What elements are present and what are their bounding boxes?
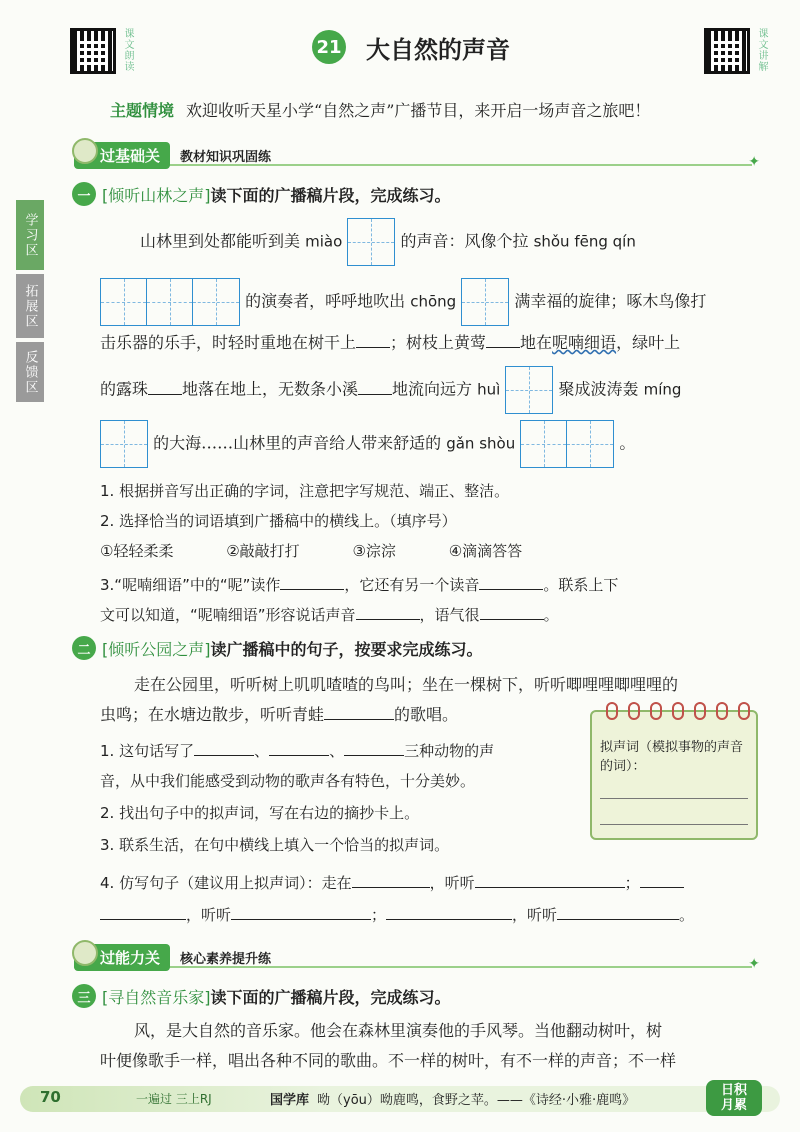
passage-line xyxy=(100,278,760,326)
lesson-number: 21 xyxy=(312,30,346,64)
q-text: 1. 这句话写了 xyxy=(100,742,195,760)
q-text: 三种动物的声 xyxy=(404,742,495,760)
passage-text: 。 xyxy=(619,433,636,453)
q2-sub1 xyxy=(100,738,494,764)
question-title: 读广播稿中的句子，按要求完成练习。 xyxy=(210,639,483,659)
question-title: 读下面的广播稿片段，完成练习。 xyxy=(210,987,451,1007)
passage-line xyxy=(140,218,800,266)
qr-left-label: 课文朗读 xyxy=(122,28,133,72)
q2-sub2: 2. 找出句子中的拟声词，写在右边的摘抄卡上。 xyxy=(100,804,420,822)
qr-code-right[interactable] xyxy=(704,28,750,74)
page-title: 大自然的声音 xyxy=(366,36,510,64)
q-text: 。 xyxy=(543,606,559,624)
blank-field[interactable] xyxy=(475,887,625,888)
pinyin: gǎn shòu xyxy=(446,434,516,453)
q2-sub4 xyxy=(100,870,684,896)
passage-text: 地流向远方 xyxy=(392,379,473,399)
ring-icon xyxy=(672,702,684,720)
passage-text: 的歌唱。 xyxy=(394,705,459,724)
ring-icon xyxy=(716,702,728,720)
blank-field[interactable] xyxy=(194,755,254,756)
q1-sub2: 2. 选择恰当的词语填到广播稿中的横线上。（填序号） xyxy=(100,512,457,530)
question-3-heading xyxy=(72,984,451,1008)
q-text: ，听听 xyxy=(429,874,475,892)
side-tab-extend[interactable]: 拓展区 xyxy=(16,274,44,338)
q1-sub1: 1. 根据拼音写出正确的字词，注意把字写规范、端正、整洁。 xyxy=(100,482,510,500)
section-tag: 过基础关 xyxy=(74,142,170,169)
question-tag: [寻自然音乐家] xyxy=(102,987,211,1007)
blank-field[interactable] xyxy=(479,589,543,590)
q-text: ； xyxy=(624,874,640,892)
passage-text: 击乐器的乐手，时轻时重地在树干上 xyxy=(100,333,357,352)
qr-right-label: 课文讲解 xyxy=(756,28,767,72)
excerpt-card[interactable] xyxy=(590,710,758,840)
q2-sub3: 3. 联系生活，在句中横线上填入一个恰当的拟声词。 xyxy=(100,836,450,854)
book-name: 一遍过 三上RJ xyxy=(136,1092,212,1106)
section-tag: 过能力关 xyxy=(74,944,170,971)
blank-field[interactable] xyxy=(358,394,392,395)
passage-line xyxy=(100,420,760,468)
passage-text: 的演奏者，呼呼地吹出 xyxy=(245,291,406,311)
passage-text: ；树枝上黄莺 xyxy=(390,333,487,352)
pinyin: míng xyxy=(643,380,682,399)
blank-field[interactable] xyxy=(269,755,329,756)
card-line[interactable] xyxy=(600,824,748,825)
passage-text: 山林里到处都能听到美 xyxy=(140,231,301,251)
card-text: 拟声词（模拟事物的声音的词）： xyxy=(600,740,744,774)
blank-field[interactable] xyxy=(231,919,371,920)
ring-icon xyxy=(650,702,662,720)
passage-text: 虫鸣；在水塘边散步，听听青蛙 xyxy=(100,705,325,724)
option-1[interactable]: ①轻轻柔柔 xyxy=(100,542,174,560)
char-box-group[interactable] xyxy=(347,218,395,266)
footer-quote xyxy=(270,1089,635,1108)
q-text: 。联系上下 xyxy=(543,576,619,594)
quote-text: 呦（yōu）呦鹿鸣，食野之苹。——《诗经·小雅·鹿鸣》 xyxy=(317,1093,636,1108)
pinyin: shǒu fēng qín xyxy=(533,232,636,251)
blank-field[interactable] xyxy=(148,394,182,395)
side-tab-study[interactable]: 学习区 xyxy=(16,200,44,270)
q-text: ，听听 xyxy=(186,906,232,924)
blank-field[interactable] xyxy=(356,619,420,620)
passage-text: 地在 xyxy=(520,333,553,352)
char-box-group[interactable] xyxy=(100,278,240,326)
theme-text: 欢迎收听天星小学“自然之声”广播节目，来开启一场声音之旅吧！ xyxy=(186,101,651,120)
q-text: ，语气很 xyxy=(419,606,480,624)
section-banner-basic xyxy=(74,142,271,168)
blank-field[interactable] xyxy=(356,347,390,348)
blank-field[interactable] xyxy=(100,919,186,920)
pinyin: chōng xyxy=(410,292,457,311)
blank-field[interactable] xyxy=(480,619,544,620)
badge-line: 日积 xyxy=(720,1083,747,1098)
passage-text: ，绿叶上 xyxy=(616,333,681,352)
char-box-group[interactable] xyxy=(520,420,614,468)
q-text: 文可以知道，“呢喃细语”形容说话声音 xyxy=(100,606,356,624)
section-subtitle: 教材知识巩固练 xyxy=(180,149,272,165)
q2-sub4-cont xyxy=(100,902,694,928)
q-text: ； xyxy=(371,906,387,924)
passage-line: 风，是大自然的音乐家。他会在森林里演奏他的手风琴。当他翻动树叶，树 xyxy=(134,1021,663,1040)
blank-field[interactable] xyxy=(344,755,404,756)
question-number: 三 xyxy=(72,984,96,1008)
badge-line: 月累 xyxy=(720,1098,747,1113)
q-text: 、 xyxy=(254,742,270,760)
blank-field[interactable] xyxy=(324,719,394,720)
ring-icon xyxy=(628,702,640,720)
option-2[interactable]: ②敲敲打打 xyxy=(226,542,300,560)
theme-line xyxy=(110,98,650,121)
passage-text: 地落在地上，无数条小溪 xyxy=(182,379,359,399)
blank-field[interactable] xyxy=(557,919,679,920)
question-tag: [倾听山林之声] xyxy=(102,185,211,205)
ring-icon xyxy=(606,702,618,720)
ring-icon xyxy=(738,702,750,720)
section-banner-ability xyxy=(74,944,271,970)
blank-field[interactable] xyxy=(352,887,430,888)
card-line[interactable] xyxy=(600,798,748,799)
footer xyxy=(0,1078,800,1118)
option-4[interactable]: ④滴滴答答 xyxy=(448,542,523,560)
quote-label: 国学库 xyxy=(270,1093,310,1108)
passage-line xyxy=(100,328,760,358)
blank-field[interactable] xyxy=(640,887,684,888)
daily-badge xyxy=(706,1080,762,1116)
question-number: 二 xyxy=(72,636,96,660)
question-number: 一 xyxy=(72,182,96,206)
passage-text: 的露珠 xyxy=(100,379,149,399)
question-2-heading xyxy=(72,636,483,660)
pinyin: huì xyxy=(477,380,501,399)
q-text: 。 xyxy=(679,906,695,924)
q1-sub3-cont xyxy=(100,602,559,628)
passage-text: 的大海……山林里的声音给人带来舒适的 xyxy=(153,433,442,453)
mascot-icon xyxy=(72,940,98,966)
blank-field[interactable] xyxy=(486,347,520,348)
char-box-group[interactable] xyxy=(100,420,148,468)
passage-text: 的声音：风像个拉 xyxy=(400,231,529,251)
underlined-phrase: 呢喃细语 xyxy=(552,333,617,352)
q-text: 3.“呢喃细语”中的“呢”读作 xyxy=(100,576,281,594)
q-text: ，它还有另一个读音 xyxy=(344,576,480,594)
q2-sub1-cont: 音，从中我们能感受到动物的歌声各有特色，十分美妙。 xyxy=(100,772,476,790)
q-text: 、 xyxy=(329,742,345,760)
char-box-group[interactable] xyxy=(505,366,553,414)
star-icon: ✦ xyxy=(748,956,760,972)
passage-line: 走在公园里，听听树上叽叽喳喳的鸟叫；坐在一棵树下，听听唧哩哩唧哩哩的 xyxy=(134,675,679,694)
q1-options xyxy=(100,538,522,564)
star-icon: ✦ xyxy=(748,154,760,170)
page-number: 70 xyxy=(40,1088,61,1106)
pinyin: miào xyxy=(305,232,343,251)
blank-field[interactable] xyxy=(386,919,512,920)
q-text: 4. 仿写句子（建议用上拟声词）：走在 xyxy=(100,874,352,892)
mascot-icon xyxy=(72,138,98,164)
q-text: ，听听 xyxy=(512,906,558,924)
passage-text: 满幸福的旋律；啄木鸟像打 xyxy=(514,291,707,311)
question-title: 读下面的广播稿片段，完成练习。 xyxy=(210,185,451,205)
char-box-group[interactable] xyxy=(461,278,509,326)
passage-text: 聚成波涛轰 xyxy=(558,379,639,399)
side-tab-feedback[interactable]: 反馈区 xyxy=(16,342,44,402)
question-tag: [倾听公园之声] xyxy=(102,639,211,659)
ring-icon xyxy=(694,702,706,720)
theme-label: 主题情境 xyxy=(110,101,175,120)
section-subtitle: 核心素养提升练 xyxy=(180,951,272,967)
q1-sub3 xyxy=(100,572,618,598)
passage-line xyxy=(100,366,760,414)
question-1-heading xyxy=(72,182,451,206)
qr-code-left[interactable] xyxy=(70,28,116,74)
blank-field[interactable] xyxy=(280,589,344,590)
passage-line: 叶便像歌手一样，唱出各种不同的歌曲。不一样的树叶，有不一样的声音；不一样 xyxy=(100,1051,677,1070)
option-3[interactable]: ③淙淙 xyxy=(352,542,396,560)
